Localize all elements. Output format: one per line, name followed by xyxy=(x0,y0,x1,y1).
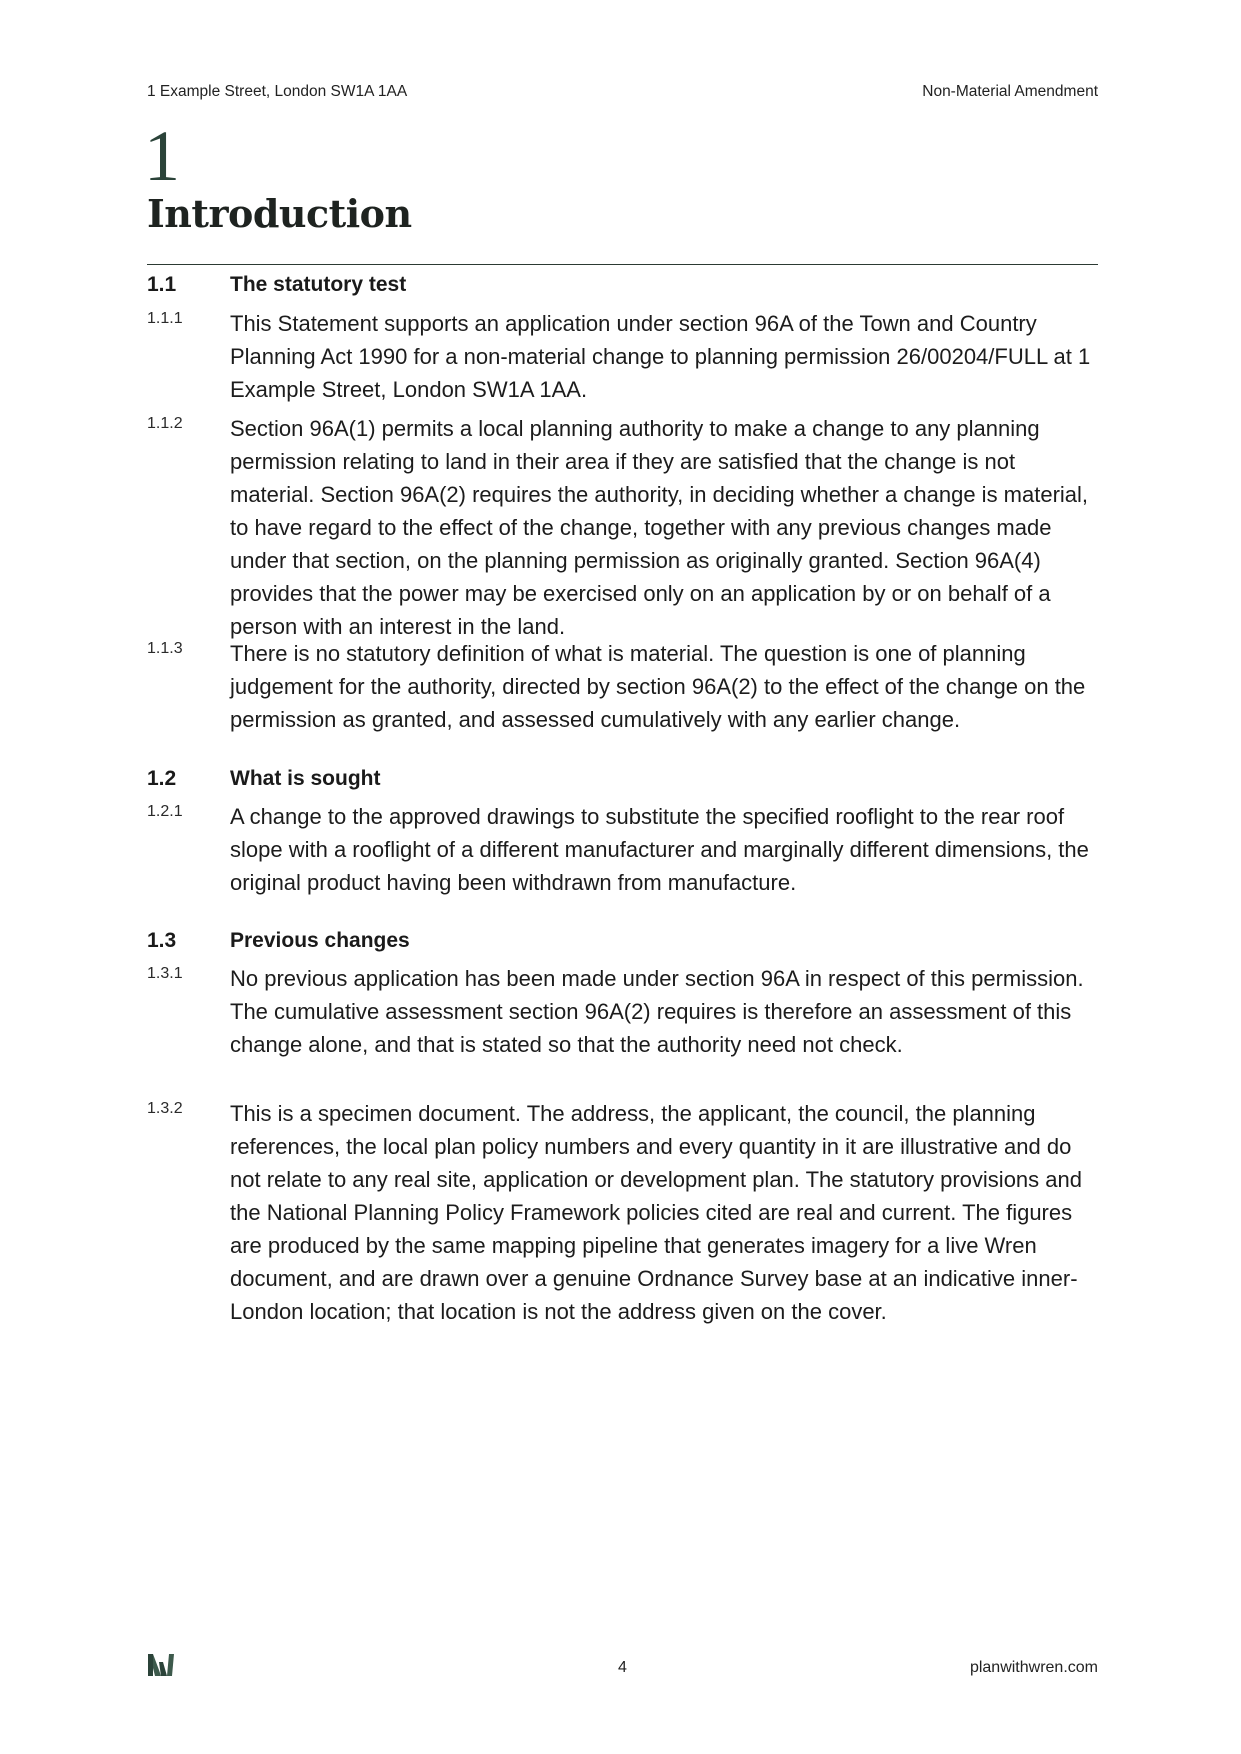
paragraph-1-1-1 xyxy=(147,307,1098,406)
section-heading-1-2 xyxy=(147,765,381,793)
paragraph-number: 1.1.3 xyxy=(147,640,183,657)
section-heading-1-1 xyxy=(147,271,406,299)
paragraph-1-1-2 xyxy=(147,412,1098,643)
paragraph-text: This Statement supports an application under section 96A of the Town and Country Planning Act 1990 for a non-material change to planning permission 26/00204/FULL at 1 Example Street, London SW1A 1AA. xyxy=(230,311,1091,402)
paragraph-number: 1.3.2 xyxy=(147,1100,183,1117)
paragraph-number: 1.1.1 xyxy=(147,310,183,327)
footer-website: planwithwren.com xyxy=(969,1659,1098,1676)
running-header xyxy=(147,82,1098,102)
header-document-type: Non-Material Amendment xyxy=(922,83,1098,100)
section-number: 1.3 xyxy=(147,929,177,952)
section-title: Previous changes xyxy=(230,929,410,952)
header-address: 1 Example Street, London SW1A 1AA xyxy=(147,83,408,100)
paragraph-number: 1.1.2 xyxy=(147,415,183,432)
paragraph-text: No previous application has been made under section 96A in respect of this permission. The cumulative assessment section 96A(2) requires is therefore an assessment of this change alone, and that is stated so that the authority need not check. xyxy=(230,966,1084,1057)
section-title: The statutory test xyxy=(230,273,407,296)
paragraph-text: Section 96A(1) permits a local planning authority to make a change to any planning permission relating to land in their area if they are satisfied that the change is not material. Section 96A(2) requires the authority, in deciding whether a change is material, to have regard to the effect of the change, together with any previous changes made under that section, on the planning permission as originally granted. Section 96A(4) provides that the power may be exercised only on an application by or on behalf of a person with an interest in the land. xyxy=(230,416,1089,639)
section-heading-1-3 xyxy=(147,927,410,955)
page-footer xyxy=(147,1652,1098,1682)
chapter-divider xyxy=(147,264,1098,265)
section-title: What is sought xyxy=(230,767,381,790)
paragraph-number: 1.3.1 xyxy=(147,965,183,982)
paragraph-number: 1.2.1 xyxy=(147,803,183,820)
paragraph-1-3-2 xyxy=(147,1097,1098,1328)
section-number: 1.2 xyxy=(147,767,177,790)
paragraph-text: There is no statutory definition of what is material. The question is one of planning judgement for the authority, directed by section 96A(2) to the effect of the change on the permission as granted, and assessed cumulatively with any earlier change. xyxy=(230,641,1086,732)
paragraph-text: A change to the approved drawings to substitute the specified rooflight to the rear roof slope with a rooflight of a different manufacturer and marginally different dimensions, the original product having been withdrawn from manufacture. xyxy=(230,804,1089,895)
section-number: 1.1 xyxy=(147,273,177,296)
paragraph-1-3-1 xyxy=(147,962,1098,1061)
chapter-title: Introduction xyxy=(147,191,412,236)
paragraph-1-1-3 xyxy=(147,637,1098,736)
paragraph-text: This is a specimen document. The address, the applicant, the council, the planning references, the local plan policy numbers and every quantity in it are illustrative and do not relate to any real site, application or development plan. The statutory provisions and the National Planning Policy Framework policies cited are real and current. The figures are produced by the same mapping pipeline that generates imagery for a live Wren document, and are drawn over a genuine Ordnance Survey base at an indicative inner-London location; that location is not the address given on the cover. xyxy=(230,1101,1082,1324)
paragraph-1-2-1 xyxy=(147,800,1098,899)
chapter-number: 1 xyxy=(144,116,180,196)
page-number: 4 xyxy=(618,1659,627,1676)
